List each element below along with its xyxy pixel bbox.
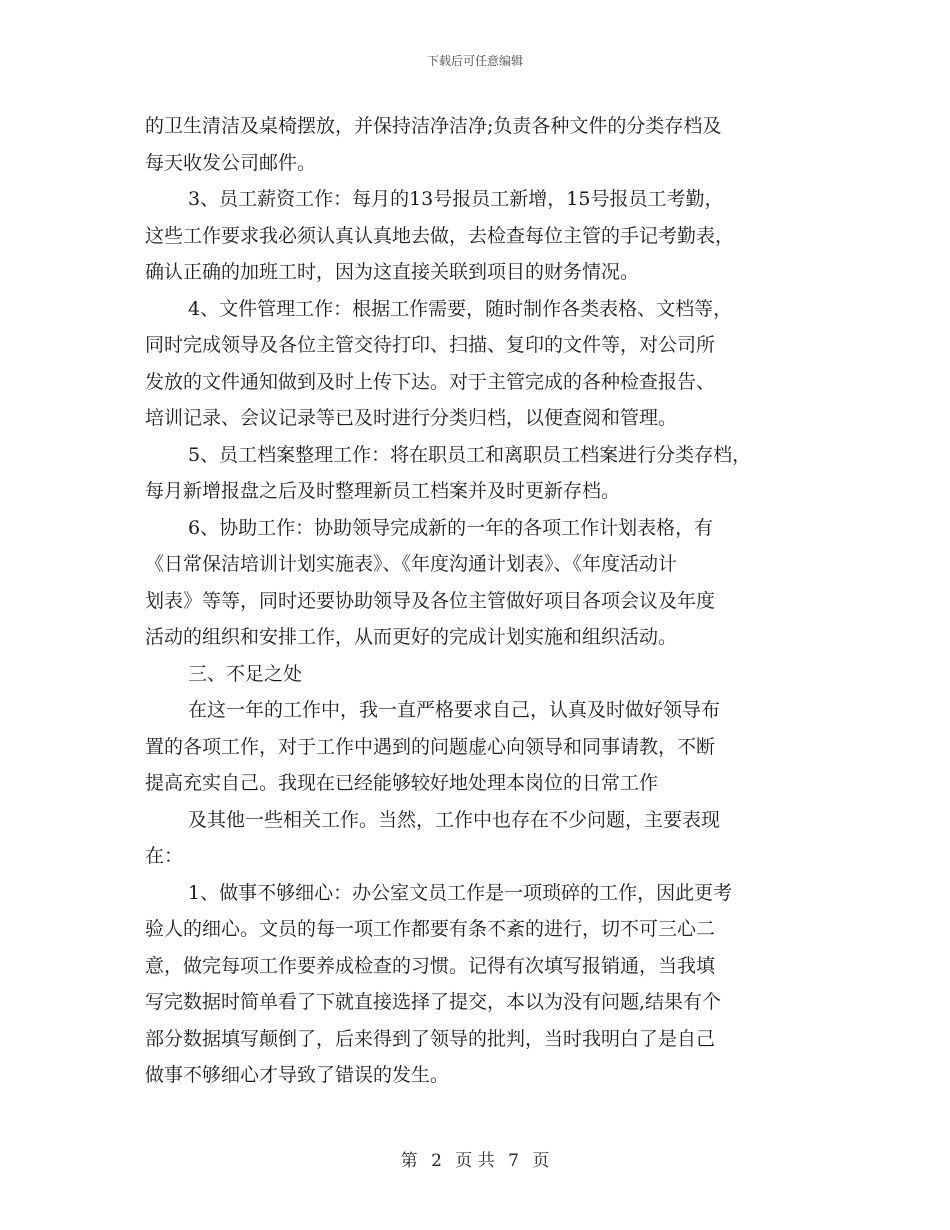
text-line: 在： [145, 845, 184, 867]
text-line: 1、做事不够细心：办公室文员工作是一项琐碎的工作，因此更考 [188, 881, 733, 904]
text-line: 确认正确的加班工时，因为这直接关联到项目的财务情况。 [145, 261, 640, 283]
footer-middle: 页 共 [455, 1151, 495, 1171]
text-line: 验人的细心。文员的每一项工作都要有条不紊的进行，切不可三心二 [145, 918, 716, 940]
text-line: 发放的文件通知做到及时上传下达。对于主管完成的各种检查报告、 [145, 370, 716, 393]
text-line: 部分数据填写颠倒了，后来得到了领导的批判，当时我明白了是自己 [145, 1027, 716, 1050]
text-line: 这些工作要求我必须认真认真地去做，去检查每位主管的手记考勤表， [145, 224, 735, 247]
text-line: 做事不够细心才导致了错误的发生。 [145, 1064, 450, 1086]
page-header: 下载后可任意编辑 [426, 54, 523, 68]
text-line: 4、文件管理工作：根据工作需要，随时制作各类表格、文档等， [188, 297, 733, 320]
section-heading: 三、不足之处 [188, 662, 303, 685]
text-line: 5、员工档案整理工作：将在职员工和离职员工档案进行分类存档， [188, 443, 752, 466]
text-line: 6、协助工作：协助领导完成新的一年的各项工作计划表格，有 [188, 516, 714, 539]
text-line: 写完数据时简单看了下就直接选择了提交，本以为没有问题,结果有个 [145, 991, 722, 1013]
total-page-count: 7 [508, 1151, 519, 1171]
footer-prefix: 第 [400, 1151, 418, 1171]
text-line: 活动的组织和安排工作，从而更好的完成计划实施和组织活动。 [145, 626, 678, 648]
document-body [145, 108, 815, 1094]
text-line: 每月新增报盘之后及时整理新员工档案并及时更新存档。 [145, 480, 621, 502]
text-line: 在这一年的工作中，我一直严格要求自己，认真及时做好领导布 [188, 699, 721, 721]
text-line: 每天收发公司邮件。 [145, 151, 317, 174]
text-line: 3、员工薪资工作：每月的13号报员工新增，15号报员工考勤， [188, 188, 724, 210]
footer-suffix: 页 [532, 1151, 550, 1171]
text-line: 同时完成领导及各位主管交待打印、扫描、复印的文件等，对公司所 [145, 334, 716, 356]
text-line: 《日常保洁培训计划实施表》、《年度沟通计划表》、《年度活动计 [145, 553, 678, 575]
text-line: 意，做完每项工作要养成检查的习惯。记得有次填写报销通，当我填 [145, 954, 716, 977]
text-line: 及其他一些相关工作。当然，工作中也存在不少问题，主要表现 [188, 808, 721, 831]
current-page-number: 2 [431, 1151, 442, 1171]
text-line: 培训记录、会议记录等已及时进行分类归档，以便查阅和管理。 [145, 407, 678, 429]
text-line: 的卫生清洁及桌椅摆放，并保持洁净洁净;负责各种文件的分类存档及 [145, 115, 722, 137]
page-footer [0, 1146, 950, 1171]
text-line: 置的各项工作，对于工作中遇到的问题虚心向领导和同事请教，不断 [145, 735, 716, 758]
text-line: 划表》等等，同时还要协助领导及各位主管做好项目各项会议及年度 [145, 589, 716, 612]
text-line: 提高充实自己。我现在已经能够较好地处理本岗位的日常工作 [145, 772, 659, 794]
